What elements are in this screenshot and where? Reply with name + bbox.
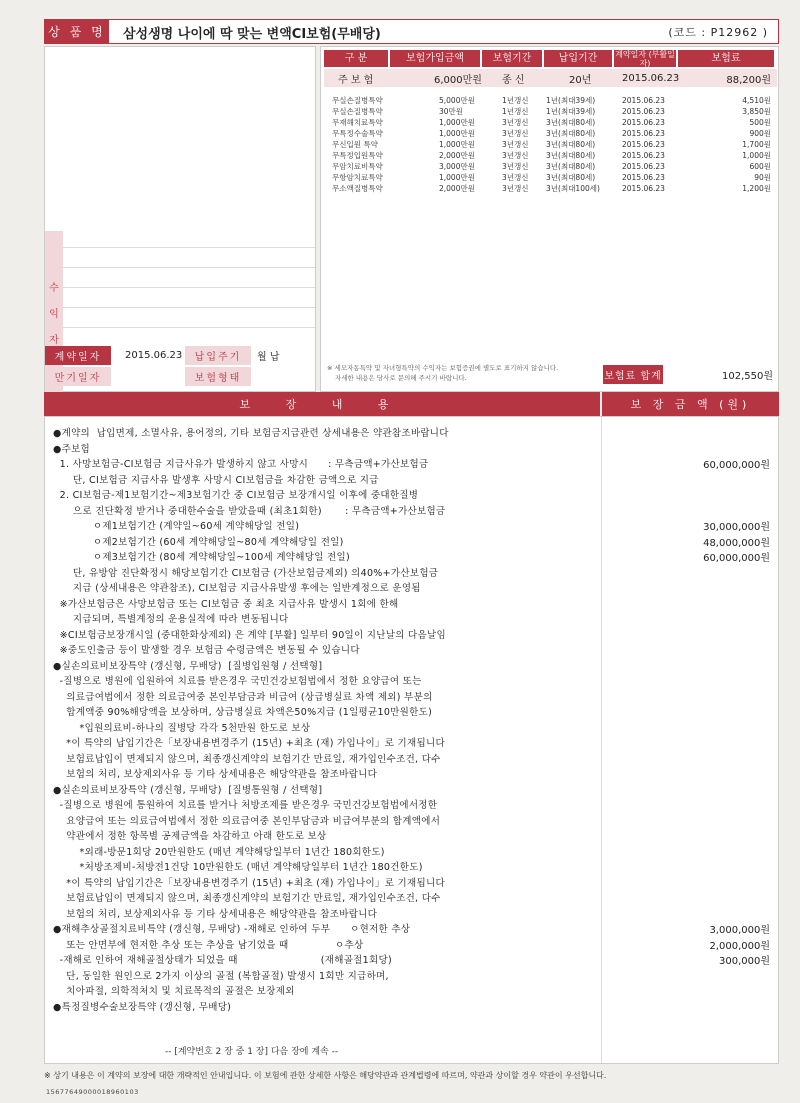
coverage-line: ●실손의료비보장특약 (갱신형, 무배당) [질병입원형 / 선택형] bbox=[53, 660, 323, 672]
rider-row bbox=[324, 150, 777, 161]
coverage-amount: 60,000,000원 bbox=[703, 553, 770, 564]
rider-name: 무항암치료특약 bbox=[332, 173, 383, 182]
rider-pay: 3년(최대100세) bbox=[546, 184, 600, 193]
rider-period: 1년갱신 bbox=[502, 96, 529, 105]
coverage-line: ●재해추상골절치료비특약 (갱신형, 무배당) -재해로 인하여 두부 ㅇ현저한 추상 bbox=[53, 924, 411, 935]
product-name: 삼성생명 나이에 딱 맞는 변액CI보험(무배당) bbox=[123, 27, 381, 42]
coverage-line: -질병으로 병원에 통원하여 치료를 받거나 처방조제를 받은경우 국민건강보험법에서정한 bbox=[53, 800, 438, 811]
main-premium: 88,200원 bbox=[726, 74, 771, 86]
main-period: 종 신 bbox=[502, 74, 525, 86]
main-pay: 20년 bbox=[569, 74, 592, 86]
coverage-line: 으로 진단확정 받거나 중대한수술을 받았을때 (최초1회한) : 무측금액+가산보험금 bbox=[53, 505, 446, 517]
coverage-line: 단, 유방암 진단확정시 해당보험기간 CI보험금 (가산보험금제외) 의40%+가산보험금 bbox=[53, 567, 439, 579]
rider-name: 무특정수술특약 bbox=[332, 129, 383, 138]
coverage-line: -질병으로 병원에 입원하여 치료를 받은경우 국민건강보험법에서 정한 요양급여 또는 bbox=[53, 676, 422, 687]
coverage-line: ㅇ제3보험기간 (80세 계약해당일~100세 계약해당일 전일) bbox=[53, 552, 350, 563]
coverage-line: *외래-방문1회당 20만원한도 (매년 계약해당일부터 1년간 180회한도) bbox=[53, 846, 385, 858]
rider-row bbox=[324, 161, 777, 172]
header-category: 구 분 bbox=[324, 50, 388, 67]
rider-pay: 3년(최대80세) bbox=[546, 151, 596, 160]
beneficiary-row bbox=[63, 307, 315, 308]
rider-premium: 600원 bbox=[749, 162, 771, 171]
insurance-type-label: 보험형태 bbox=[185, 367, 251, 386]
rider-name: 무재해치료특약 bbox=[332, 118, 383, 127]
rider-amount: 1,000만원 bbox=[439, 118, 475, 127]
coverage-header bbox=[44, 392, 779, 416]
beneficiary-row bbox=[63, 287, 315, 288]
rider-date: 2015.06.23 bbox=[622, 129, 665, 138]
rider-premium: 900원 bbox=[749, 129, 771, 138]
coverage-amount: 300,000원 bbox=[718, 956, 770, 967]
rider-premium: 3,850원 bbox=[742, 107, 771, 116]
rider-amount: 1,000만원 bbox=[439, 129, 475, 138]
rider-period: 3년갱신 bbox=[502, 129, 529, 138]
coverage-line: 의료급여법에서 정한 의료급여중 본인부담금과 비급여 (상급병실료 차액 제외) 부분의 bbox=[53, 691, 433, 703]
rider-period: 3년갱신 bbox=[502, 173, 529, 182]
rider-premium: 1,200원 bbox=[742, 184, 771, 193]
rider-amount: 3,000만원 bbox=[439, 162, 475, 171]
rider-name: 무암치료비특약 bbox=[332, 162, 383, 171]
rider-pay: 1년(최대39세) bbox=[546, 107, 596, 116]
product-label: 상 품 명 bbox=[45, 20, 109, 43]
rider-name: 무실손질병특약 bbox=[332, 107, 383, 116]
rider-pay: 3년(최대80세) bbox=[546, 173, 596, 182]
coverage-line: ●주보험 bbox=[53, 443, 91, 455]
rider-name: 무실손질병특약 bbox=[332, 96, 383, 105]
rider-date: 2015.06.23 bbox=[622, 151, 665, 160]
payment-cycle-label: 납입주기 bbox=[185, 346, 251, 365]
product-code: (코드 : P12962 ) bbox=[668, 26, 768, 39]
rider-period: 3년갱신 bbox=[502, 151, 529, 160]
coverage-line: 1. 사망보험금-CI보험금 지급사유가 발생하지 않고 사망시 : 무측금액+가산보험금 bbox=[53, 459, 429, 470]
header-amount: 보험가입금액 bbox=[390, 50, 480, 67]
rider-date: 2015.06.23 bbox=[622, 140, 665, 149]
rider-name: 무신입원 특약 bbox=[332, 140, 378, 149]
coverage-line: ●실손의료비보장특약 (갱신형, 무배당) [질병통원형 / 선택형] bbox=[53, 784, 323, 796]
header-period: 보험기간 bbox=[482, 50, 542, 67]
premium-note-line: 자세한 내용은 당사로 문의해 주시기 바랍니다. bbox=[335, 374, 467, 382]
coverage-line: 단, CI보험금 지급사유 발생후 사망시 CI보험금을 차감한 금액으로 지급 bbox=[53, 474, 379, 486]
rider-row bbox=[324, 117, 777, 128]
blank-area bbox=[45, 47, 315, 231]
footnote: ※ 상기 내용은 이 계약의 보장에 대한 개략적인 안내입니다. 이 보험에 관한 상세한 사항은 해당약관과 관계법령에 따르며, 약관과 상이할 경우 약관이 우선합니다. bbox=[44, 1071, 607, 1080]
coverage-line: 합계액중 90%해당액을 보상하며, 상급병실료 차액은50%지급 (1일평균10만원한도) bbox=[53, 707, 433, 718]
main-amount: 6,000만원 bbox=[434, 74, 482, 86]
side-char: 익 bbox=[49, 309, 59, 320]
rider-date: 2015.06.23 bbox=[622, 118, 665, 127]
premium-table bbox=[320, 46, 779, 392]
side-char: 자 bbox=[49, 335, 59, 346]
rider-name: 무소액질병특약 bbox=[332, 184, 383, 193]
coverage-line: ㅇ제1보험기간 (계약일~60세 계약해당일 전일) bbox=[53, 521, 300, 532]
product-bar bbox=[44, 19, 779, 44]
rider-row bbox=[324, 128, 777, 139]
rider-pay: 3년(최대80세) bbox=[546, 162, 596, 171]
coverage-line: 2. CI보험금-제1보험기간~제3보험기간 중 CI보험금 보장개시일 이후에 중대한질병 bbox=[53, 490, 419, 501]
coverage-line: 요양급여 또는 의료급여법에서 정한 의료급여중 본인부담금과 비급여부분의 합계액에서 bbox=[53, 815, 441, 827]
coverage-line: *이 특약의 납입기간은「보장내용변경주기 (15년) +최초 (재) 가입나이」로 기재됩니다 bbox=[53, 738, 445, 749]
rider-name: 무특정입원특약 bbox=[332, 151, 383, 160]
main-date: 2015.06.23 bbox=[622, 72, 680, 84]
rider-period: 3년갱신 bbox=[502, 162, 529, 171]
coverage-line: *처방조제비-처방전1건당 10만원한도 (매년 계약해당일부터 1년간 180건한도) bbox=[53, 862, 423, 873]
coverage-content-header: 보 장 내 용 bbox=[44, 392, 600, 416]
coverage-body bbox=[44, 416, 779, 1064]
rider-row bbox=[324, 139, 777, 150]
column-divider bbox=[601, 417, 602, 1063]
coverage-amount: 60,000,000원 bbox=[703, 460, 770, 471]
rider-period: 3년갱신 bbox=[502, 118, 529, 127]
coverage-amount: 48,000,000원 bbox=[703, 537, 770, 549]
coverage-line: 보험료납입이 면제되지 않으며, 최종갱신계약의 보험기간 만료일, 재가입인수조건, 다수 bbox=[53, 893, 441, 904]
coverage-line: 지급 (상세내용은 약관참조), CI보험금 지급사유발생 후에는 일반계정으로 운영됨 bbox=[53, 583, 421, 594]
rider-amount: 5,000만원 bbox=[439, 96, 475, 105]
contract-date-label: 계약일자 bbox=[45, 346, 111, 365]
header-premium: 보험료 bbox=[678, 50, 774, 67]
rider-premium: 1,700원 bbox=[742, 140, 771, 149]
rider-premium: 90원 bbox=[754, 173, 771, 182]
contract-date-value: 2015.06.23 bbox=[125, 350, 183, 361]
coverage-line: ㅇ제2보험기간 (60세 계약해당일~80세 계약해당일 전일) bbox=[53, 536, 344, 548]
premium-note-line: ※ 세모자동특약 및 자녀형특약의 수익자는 보험증권에 별도로 표기하지 않습니다. bbox=[327, 364, 559, 372]
barcode-number: 15677649000018960103 bbox=[46, 1088, 139, 1096]
beneficiary-row bbox=[63, 247, 315, 248]
header-pay-period: 납입기간 bbox=[544, 50, 612, 67]
coverage-amount: 30,000,000원 bbox=[703, 522, 770, 533]
coverage-line: *입원의료비-하나의 질병당 각각 5천만원 한도로 보상 bbox=[53, 722, 311, 734]
rider-date: 2015.06.23 bbox=[622, 107, 665, 116]
rider-row bbox=[324, 106, 777, 117]
rider-premium: 4,510원 bbox=[742, 96, 771, 105]
rider-pay: 3년(최대80세) bbox=[546, 140, 596, 149]
coverage-line: ●계약의 납입면제, 소멸사유, 용어정의, 기타 보험금지급관련 상세내용은 약관참조바랍니다 bbox=[53, 428, 449, 439]
coverage-line: ●특정질병수술보장특약 (갱신형, 무배당) bbox=[53, 1001, 232, 1013]
insured-box bbox=[44, 46, 316, 392]
coverage-amount-header: 보 장 금 액 (원) bbox=[602, 392, 779, 416]
coverage-amount: 2,000,000원 bbox=[709, 940, 770, 952]
rider-row bbox=[324, 95, 777, 106]
coverage-line: 보험의 처리, 보상제외사유 등 기타 상세내용은 해당약관을 참조바랍니다 bbox=[53, 908, 378, 920]
main-name: 주 보 험 bbox=[338, 74, 374, 86]
coverage-line: -재해로 인하여 재해골절상태가 되었을 때 (재해골절1회당) bbox=[53, 955, 392, 966]
side-char: 수 bbox=[49, 283, 59, 294]
rider-date: 2015.06.23 bbox=[622, 184, 665, 193]
rider-amount: 1,000만원 bbox=[439, 173, 475, 182]
contract-date-row bbox=[45, 346, 315, 365]
coverage-line: 지급되며, 특별계정의 운용실적에 따라 변동됩니다 bbox=[53, 614, 289, 625]
coverage-line: 약관에서 정한 항목별 공제금액을 차감하고 아래 한도로 보상 bbox=[53, 831, 327, 842]
coverage-line: ※중도인출금 등이 발생할 경우 보험금 수령금액은 변동될 수 있습니다 bbox=[53, 645, 360, 656]
payment-cycle-value: 월 납 bbox=[257, 352, 280, 363]
page-continuation: -- [계약번호 2 장 중 1 장] 다음 장에 계속 -- bbox=[165, 1047, 339, 1057]
rider-date: 2015.06.23 bbox=[622, 162, 665, 171]
maturity-row bbox=[45, 367, 315, 386]
total-premium-label: 보험료 합계 bbox=[603, 365, 663, 384]
coverage-amount: 3,000,000원 bbox=[709, 925, 770, 936]
coverage-line: *이 특약의 납입기간은「보장내용변경주기 (15년) +최초 (재) 가입나이」로 기재됩니다 bbox=[53, 877, 445, 889]
rider-amount: 2,000만원 bbox=[439, 184, 475, 193]
coverage-line: 또는 안면부에 현저한 추상 또는 추상을 남기었을 때 ㅇ추상 bbox=[53, 939, 364, 951]
beneficiary-row bbox=[63, 267, 315, 268]
rider-amount: 2,000만원 bbox=[439, 151, 475, 160]
coverage-line: 단, 동일한 원인으로 2가지 이상의 골절 (복합골절) 발생시 1회만 지급하며, bbox=[53, 970, 389, 982]
rider-pay: 1년(최대39세) bbox=[546, 96, 596, 105]
rider-date: 2015.06.23 bbox=[622, 173, 665, 182]
rider-pay: 3년(최대80세) bbox=[546, 118, 596, 127]
rider-premium: 1,000원 bbox=[742, 151, 771, 160]
rider-row bbox=[324, 183, 777, 194]
rider-period: 3년갱신 bbox=[502, 184, 529, 193]
coverage-line: 치아파절, 의학적처치 및 치료목적의 골절은 보장제외 bbox=[53, 986, 295, 997]
rider-amount: 30만원 bbox=[439, 107, 464, 116]
rider-premium: 500원 bbox=[749, 118, 771, 127]
maturity-label: 만기일자 bbox=[45, 367, 111, 386]
coverage-line: 보험의 처리, 보상제외사유 등 기타 상세내용은 해당약관을 참조바랍니다 bbox=[53, 769, 378, 780]
rider-pay: 3년(최대80세) bbox=[546, 129, 596, 138]
beneficiary-row bbox=[63, 327, 315, 328]
rider-row bbox=[324, 172, 777, 183]
rider-period: 3년갱신 bbox=[502, 140, 529, 149]
main-policy-row bbox=[324, 69, 777, 87]
rider-amount: 1,000만원 bbox=[439, 140, 475, 149]
coverage-line: ※가산보험금은 사망보험금 또는 CI보험금 중 최초 지급사유 발생시 1회에 한해 bbox=[53, 598, 399, 610]
rider-period: 1년갱신 bbox=[502, 107, 529, 116]
premium-note bbox=[327, 363, 617, 383]
header-contract-date: 계약일자 (부활일자) bbox=[615, 49, 675, 68]
coverage-line: ※CI보험금보장개시일 (중대한화상제외) 은 계약 [부활] 일부터 90일이 지난날의 다음날임 bbox=[53, 629, 446, 641]
coverage-line: 보험료납입이 면제되지 않으며, 최종갱신계약의 보험기간 만료일, 재가입인수조건, 다수 bbox=[53, 753, 441, 765]
rider-date: 2015.06.23 bbox=[622, 96, 665, 105]
total-premium-value: 102,550원 bbox=[721, 371, 773, 382]
